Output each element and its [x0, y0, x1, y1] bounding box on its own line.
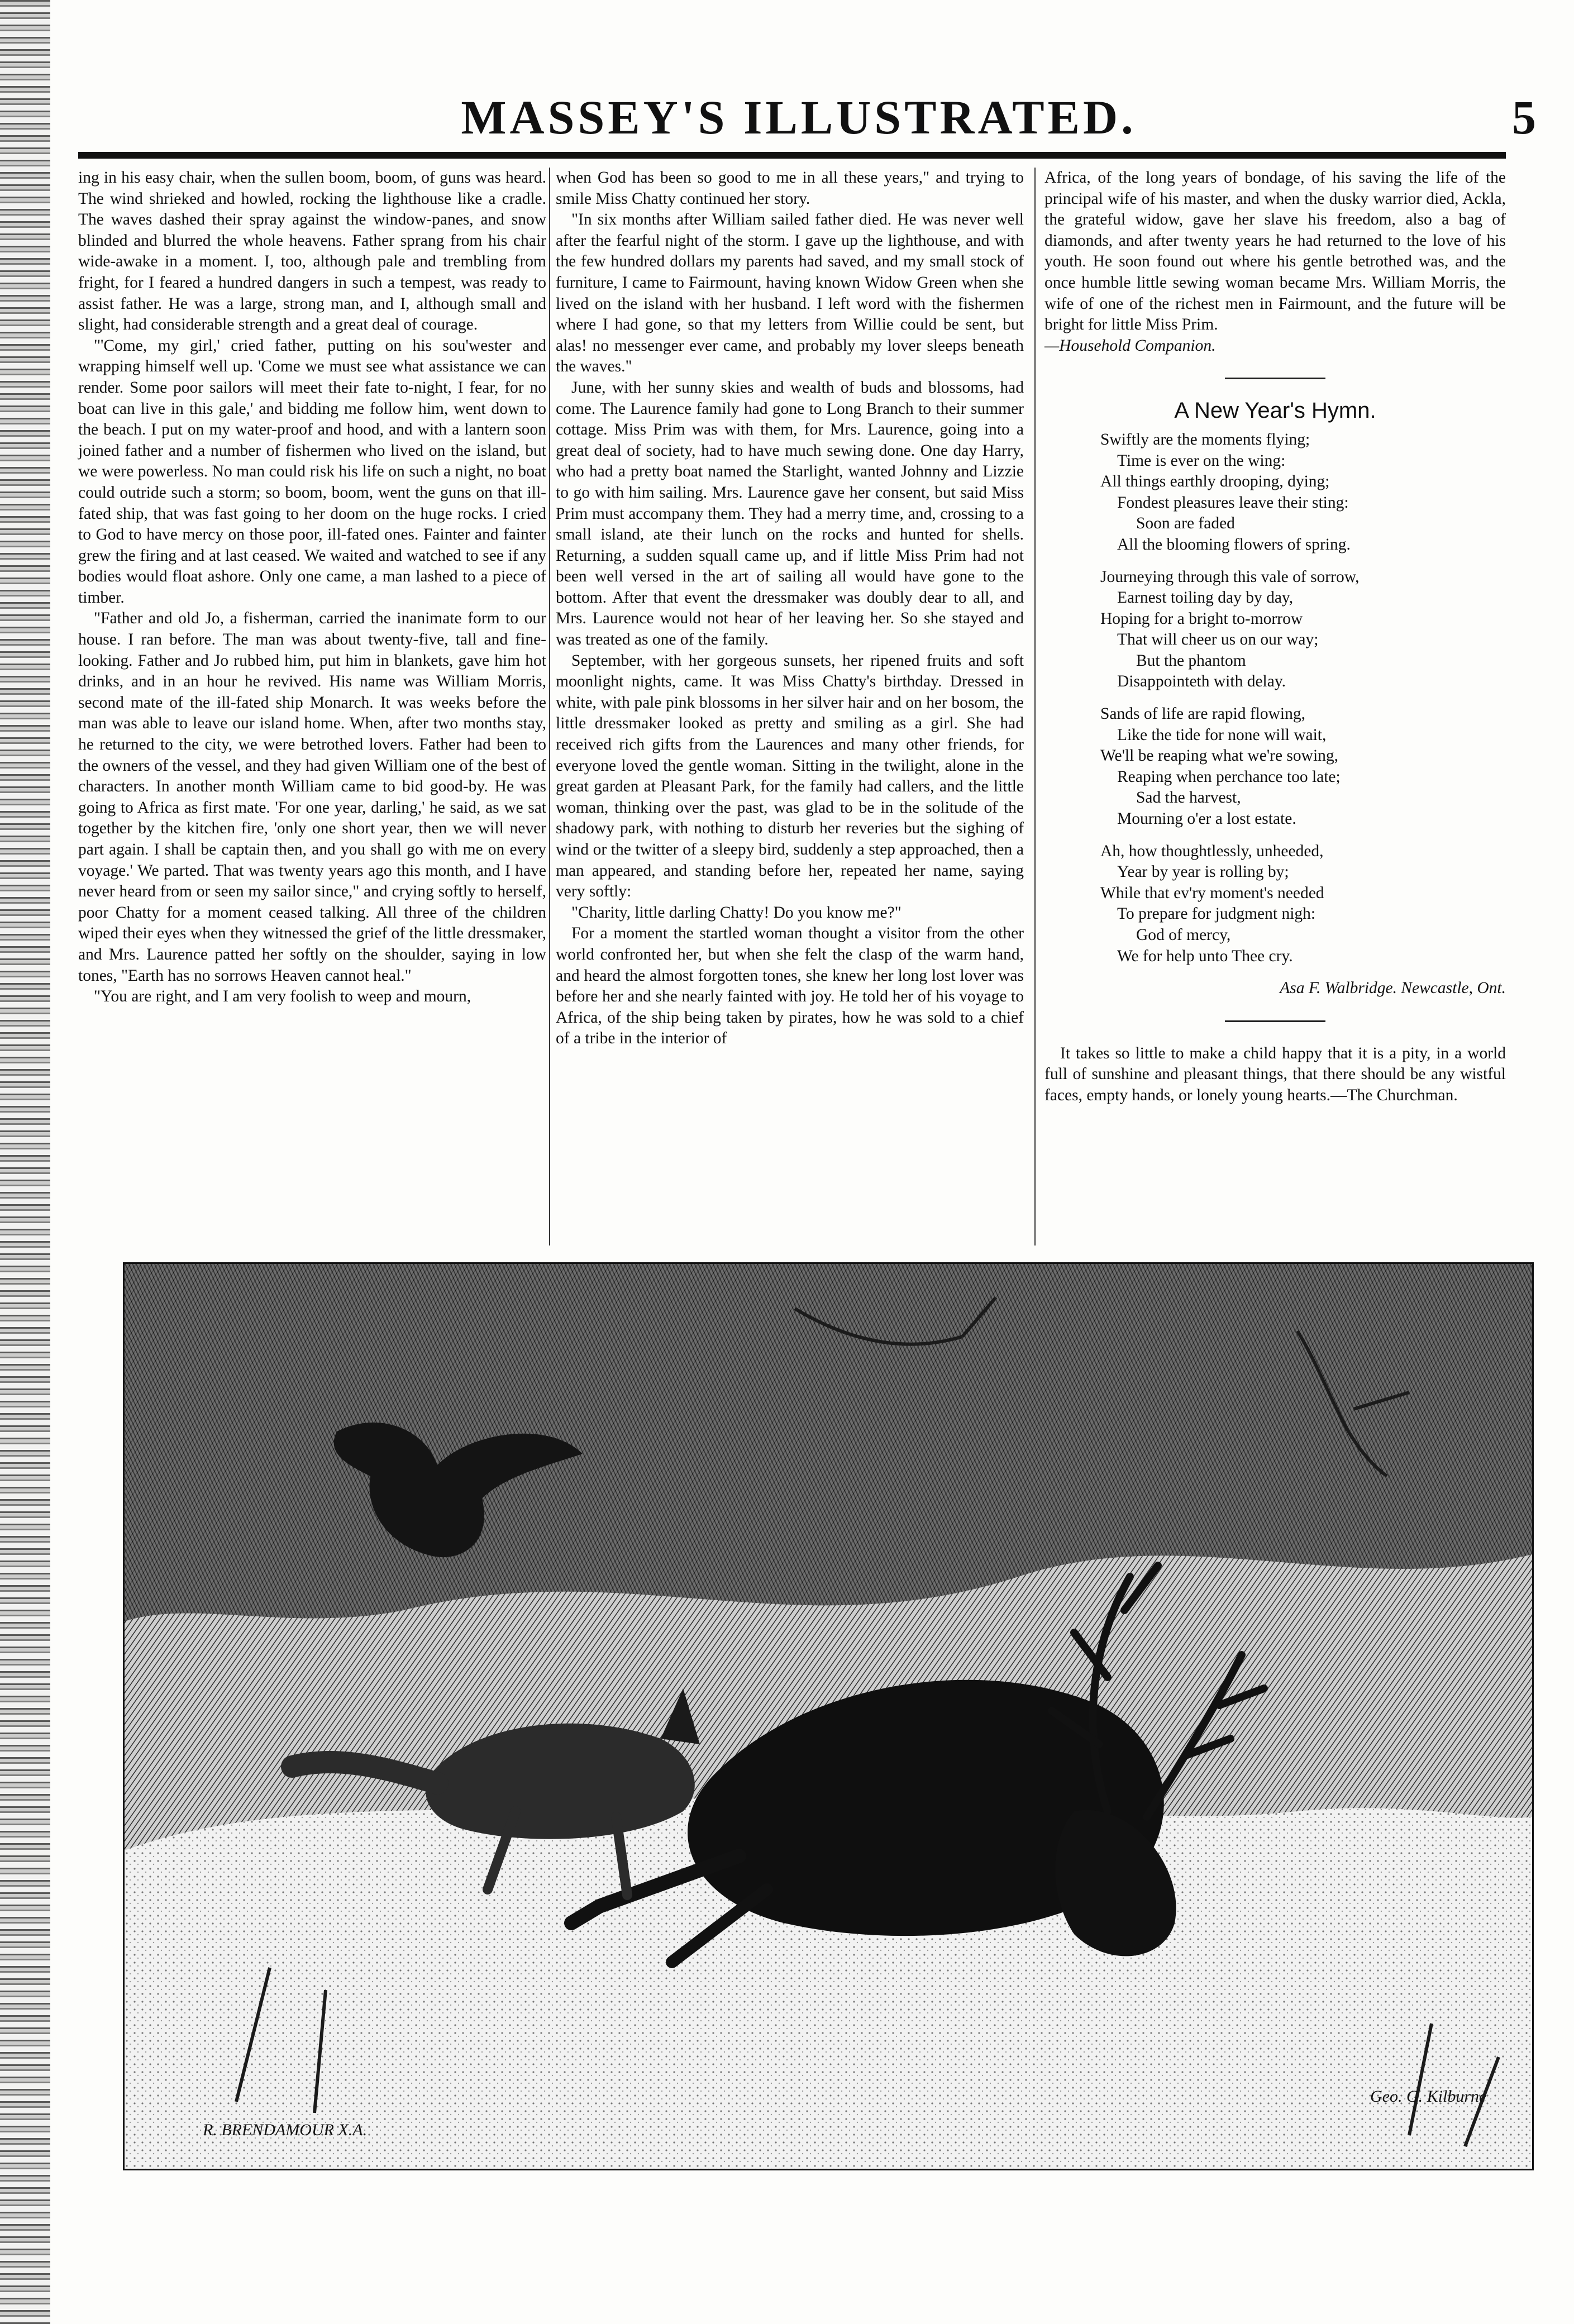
hymn-stanza	[1100, 704, 1506, 830]
paragraph: "Father and old Jo, a fisherman, carried the inanimate form to our house. I ran before. The man was about twenty-five, tall and fine-looking. Father and Jo rubbed him, put him in blankets, gave him hot drinks, and in an hour he revived. His name was William Morris, second mate of the ill-fated ship Monarch. It was weeks before the man was able to leave our island home. When, after two months stay, he returned to the city, we were betrothed lovers. Father had been to the owners of the vessel, and they had given William one of the best of characters. In another month William came to bid good-by. He was going to Africa as first mate. 'For one year, darling,' he said, as we sat together by the kitchen fire, 'only one short year, then we will never part again. I shall be captain then, and you shall go with me on every voyage.' We parted. That was twenty years ago this month, and I have never heard from or seen my sailor since," and crying softly to herself, poor Chatty for a moment ceased talking. All three of the children wiped their eyes when they witnessed the grief of the little dressmaker, and Mrs. Laurence patted her softly on the shoulder, saying in low tones, "Earth has no sorrows Heaven cannot heal."	[78, 609, 546, 985]
section-divider	[1225, 1020, 1325, 1022]
verse-line: That will cheer us on our way;	[1117, 631, 1319, 649]
hymn-stanza	[1100, 430, 1506, 556]
verse-line: Journeying through this vale of sorrow,	[1100, 567, 1360, 586]
verse-line: All things earthly drooping, dying;	[1100, 473, 1330, 491]
verse-line: While that ev'ry moment's needed	[1100, 884, 1324, 902]
column-1	[78, 168, 546, 1008]
page-header	[56, 78, 1542, 145]
verse-line: We'll be reaping what we're sowing,	[1100, 747, 1339, 765]
paragraph: For a moment the startled woman thought a visitor from the other world confronted her, but when she felt the clasp of the warm hand, and heard the almost forgotten tones, she knew her long lost lover was before her and she nearly fainted with joy. He told her of his voyage to Africa, of the ship being taken by pirates, how he was sold to a chief of a tribe in the interior of	[556, 924, 1024, 1048]
verse-line: Swiftly are the moments flying;	[1100, 430, 1310, 448]
page-number: 5	[1512, 90, 1536, 144]
paragraph: "Charity, little darling Chatty! Do you know me?"	[571, 903, 902, 922]
paragraph: Africa, of the long years of bondage, of his saving the life of the principal wife of his master, and when the dusky warrior died, Ackla, the grateful widow, gave her slave his freedom, also a bag of diamonds, and after twenty years he had returned to the love of his youth. He soon found out where his gentle betrothed was, and the once humble little sewing woman became Mrs. William Morris, the wife of one of the richest men in Fairmount, and the future will be bright for little Miss Prim.	[1044, 169, 1506, 334]
engraving-artwork	[125, 1264, 1532, 2169]
verse-line: God of mercy,	[1136, 926, 1231, 944]
hymn-author: Asa F. Walbridge. Newcastle, Ont.	[1280, 979, 1506, 998]
verse-line: All the blooming flowers of spring.	[1117, 535, 1351, 553]
verse-line: Sad the harvest,	[1136, 789, 1241, 807]
paragraph: June, with her sunny skies and wealth of buds and blossoms, had come. The Laurence family had gone to Long Branch to their summer cottage. Miss Prim was with them, for Mrs. Laurence, going into a great deal of society, had to have much sewing done. One day Harry, who had a pretty boat named the Starlight, wanted Johnny and Lizzie to go with him sailing. Mrs. Laurence gave her consent, but said Miss Prim must accompany them. They had a merry time, and, crossing to a small island, ate their lunch on the rocks and hunted for shells. Returning, a sudden squall came up, and if little Miss Prim had not been well versed in the art of sailing all would have gone to the bottom. After that event the dressmaker was doubly dear to all, and Mrs. Laurence would not hear of her leaving her. So she stayed and was treated as one of the family.	[556, 378, 1024, 649]
artist-signature: Geo. G. Kilburne	[1370, 2087, 1487, 2106]
paragraph: "'Come, my girl,' cried father, putting on his sou'wester and wrapping himself well up. 'Come we must see what assistance we can render. Some poor sailors will meet their fate to-night, I fear, for no boat can live in this gale,' and bidding me follow him, went down to the beach. I put on my water-proof and hood, and with a lantern soon joined father and a number of fishermen who lived on the island, but we were powerless. No man could risk his life on such a night, no boat could outride such a storm; so boom, boom, went the guns on that ill-fated ship, that was fast going to her doom on the huge rocks. I cried to God to have mercy on those poor, ill-fated ones. Fainter and fainter grew the firing and at last ceased. We waited and watched to see if any bodies would float ashore. Only one came, a man lashed to a piece of timber.	[78, 336, 546, 607]
column-3	[1044, 168, 1506, 1106]
verse-line: Time is ever on the wing:	[1117, 451, 1286, 470]
column-2	[556, 168, 1024, 1049]
paragraph: September, with her gorgeous sunsets, her ripened fruits and soft moonlight nights, came. It was Miss Chatty's birthday. Dressed in white, with pale pink blossoms in her silver hair and on her bosom, the little dressmaker looked as pretty and smiling as a girl. She had received rich gifts from the Laurences and many other friends, for everyone loved the gentle woman. Sitting in the twilight, alone in the great garden at Pleasant Park, for the family had callers, and the little woman, thinking over the past, was glad to be in the solitude of the shadowy park, with nothing to disturb her reveries but the sighing of wind or the twitter of a sleepy bird, suddenly a step approached, then a man appeared, and standing before her, repeated her name, saying very softly:	[556, 651, 1024, 901]
paragraph: "You are right, and I am very foolish to weep and mourn,	[94, 987, 471, 1006]
paragraph: "In six months after William sailed father died. He was never well after the fearful night of the storm. I gave up the lighthouse, and with the few hundred dollars my parents had saved, and my small stock of furniture, I came to Fairmount, having known Widow Green when she lived on the island with her husband. I left word with the fishermen where I had gone, so that my letters from Willie could be sent, but alas! no messenger ever came, and probably my lover sleeps beneath the waves."	[556, 211, 1024, 376]
source-credit: —Household Companion.	[1044, 336, 1216, 355]
hymn-title: A New Year's Hymn.	[1174, 398, 1376, 423]
verse-line: But the phantom	[1136, 651, 1246, 670]
section-divider	[1225, 378, 1325, 379]
masthead-title: MASSEY'S ILLUSTRATED.	[461, 90, 1137, 144]
paragraph: ing in his easy chair, when the sullen boom, boom, of guns was heard. The wind shrieked and howled, rocking the lighthouse like a cradle. The waves dashed their spray against the window-panes, and snow blinded and blurred the whole heavens. Father sprang from his chair wide-awake in a moment. I, too, although pale and trembling from fright, for I feared a hundred dangers in such a tempest, was ready to assist father. He was a large, strong man, and I, although small and slight, had considerable strength and a great deal of courage.	[78, 169, 546, 334]
hymn-stanza	[1100, 567, 1506, 693]
verse-line: To prepare for judgment nigh:	[1117, 905, 1316, 923]
verse-line: Mourning o'er a lost estate.	[1117, 810, 1296, 828]
verse-line: Sands of life are rapid flowing,	[1100, 705, 1306, 723]
column-divider	[1034, 168, 1036, 1245]
verse-line: Ah, how thoughtlessly, unheeded,	[1100, 842, 1324, 860]
verse-line: Year by year is rolling by;	[1117, 863, 1289, 881]
verse-line: We for help unto Thee cry.	[1117, 947, 1293, 965]
verse-line: Reaping when perchance too late;	[1117, 767, 1341, 786]
paragraph: It takes so little to make a child happy that it is a pity, in a world full of sunshine and pleasant things, that there should be any wistful faces, empty hands, or lonely young hearts.—The Churchman.	[1044, 1044, 1506, 1104]
verse-line: Like the tide for none will wait,	[1117, 726, 1327, 744]
verse-line: Earnest toiling day by day,	[1117, 589, 1294, 607]
column-divider	[549, 168, 550, 1245]
verse-line: Fondest pleasures leave their sting:	[1117, 493, 1349, 512]
engraver-signature: R. BRENDAMOUR X.A.	[203, 2121, 368, 2139]
header-rule	[78, 152, 1506, 159]
verse-line: Disappointeth with delay.	[1117, 672, 1286, 691]
page-binding-edge	[0, 0, 50, 2324]
engraving-dead-stag-illustration	[123, 1262, 1534, 2170]
hymn-stanza	[1100, 841, 1506, 967]
paragraph: when God has been so good to me in all these years," and trying to smile Miss Chatty continued her story.	[556, 169, 1024, 208]
verse-line: Hoping for a bright to-morrow	[1100, 609, 1303, 628]
verse-line: Soon are faded	[1136, 514, 1235, 533]
